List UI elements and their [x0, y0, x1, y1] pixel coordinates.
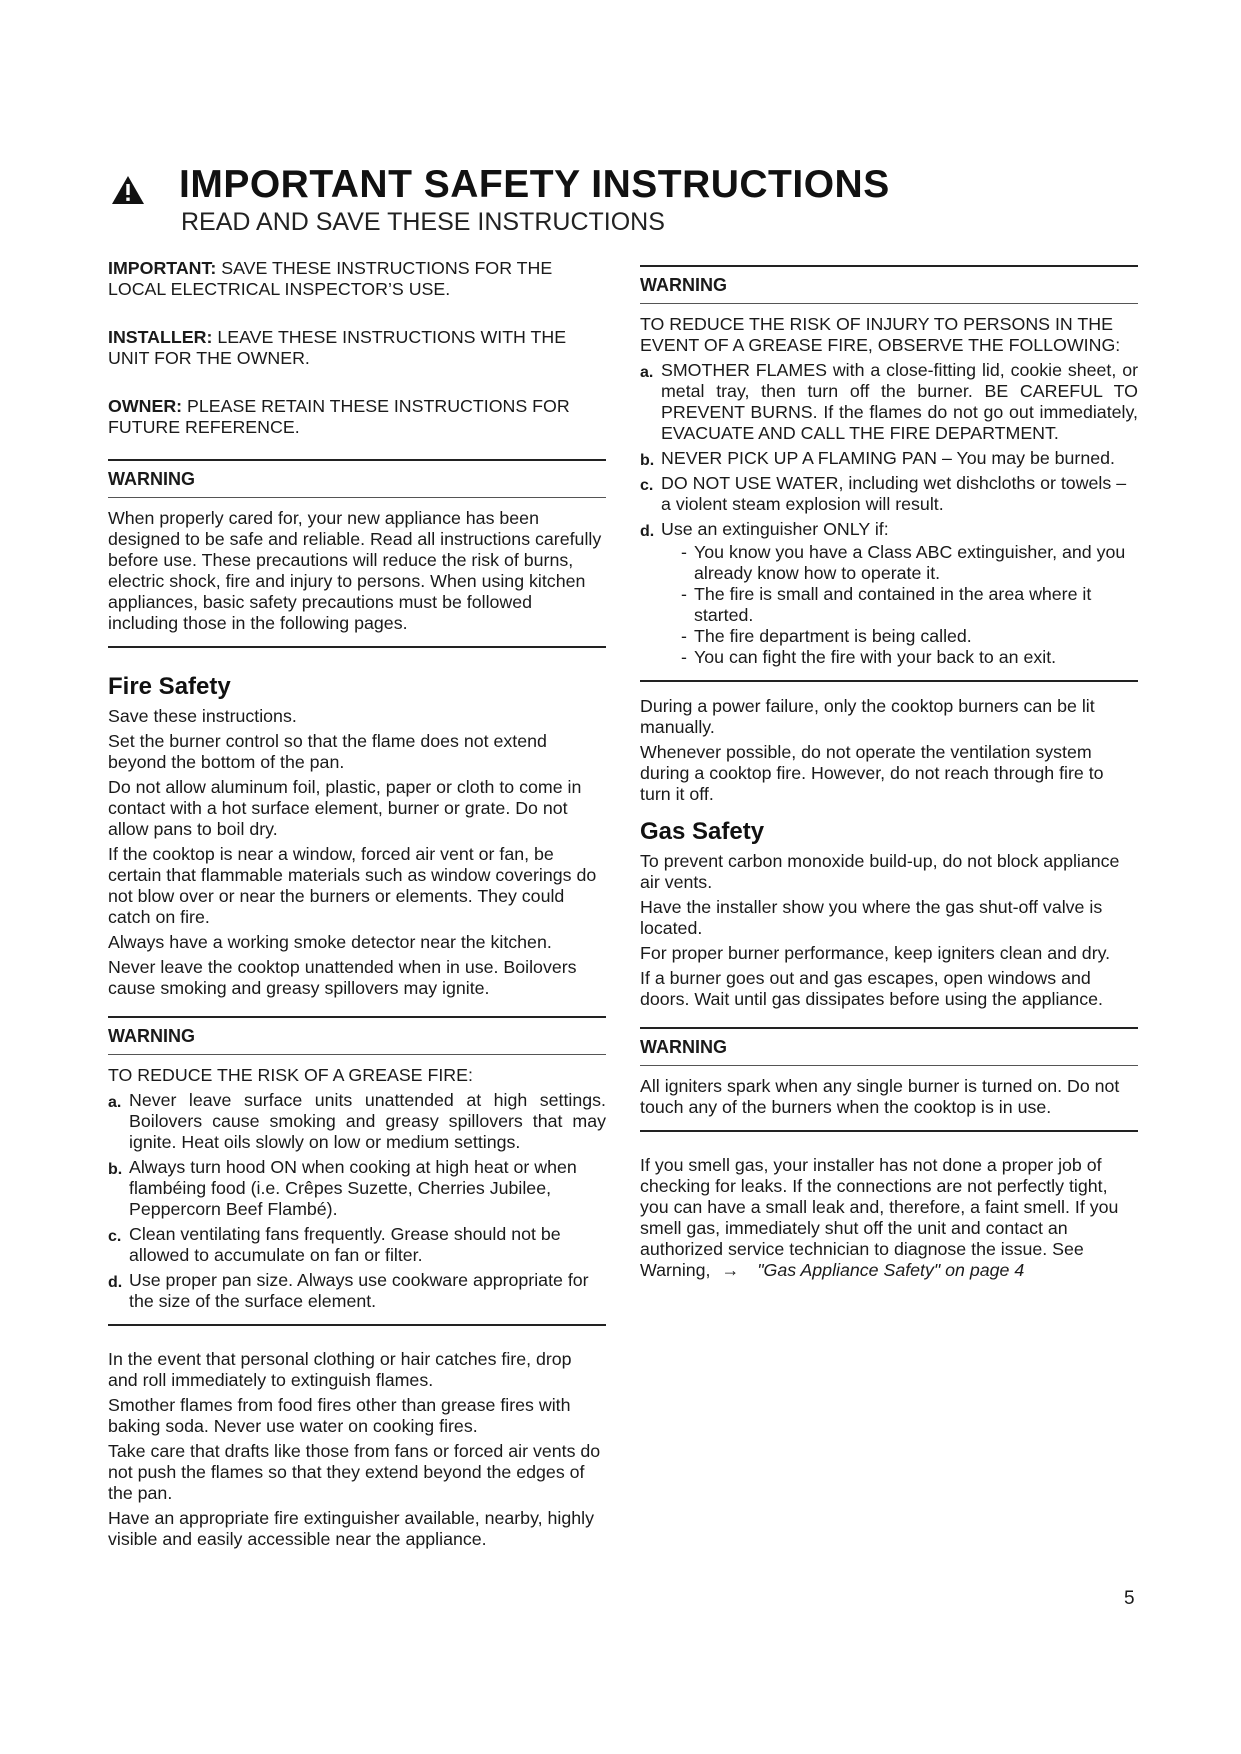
- owner-notice: [108, 396, 606, 438]
- installer-text: LEAVE THESE INSTRUCTIONS WITH THE UNIT FOR THE OWNER.: [108, 327, 567, 368]
- warning-triangle-icon: [111, 175, 145, 205]
- fire-safety-para: If the cooktop is near a window, forced air vent or fan, be certain that flammable materials such as window coverings do not blow over or near the burners or elements. They could catch on fire.: [108, 844, 597, 927]
- warning-intro: TO REDUCE THE RISK OF INJURY TO PERSONS IN THE EVENT OF A GREASE FIRE, OBSERVE THE FOLLOWING:: [640, 314, 1121, 355]
- sub-list-item: - The fire department is being called.: [681, 626, 972, 646]
- list-item: b. Always turn hood ON when cooking at high heat or when flambéing food (i.e. Crêpes Suzette, Cherries Jubilee, Peppercorn Beef Flambé).: [108, 1157, 577, 1219]
- fire-safety-para: In the event that personal clothing or hair catches fire, drop and roll immediately to extinguish flames.: [108, 1349, 572, 1390]
- list-item: c. DO NOT USE WATER, including wet dishcloths or towels – a violent steam explosion will result.: [640, 473, 1127, 514]
- fire-safety-para: During a power failure, only the cooktop burners can be lit manually.: [640, 696, 1095, 737]
- gas-safety-title: Gas Safety: [640, 818, 765, 845]
- cross-reference-link[interactable]: "Gas Appliance Safety" on page 4: [757, 1260, 1025, 1280]
- warning-heading: WARNING: [108, 1018, 606, 1055]
- owner-text: PLEASE RETAIN THESE INSTRUCTIONS FOR FUTURE REFERENCE.: [108, 396, 570, 437]
- gas-safety-para: Have the installer show you where the gas shut-off valve is located.: [640, 897, 1103, 938]
- gas-safety-para: If a burner goes out and gas escapes, open windows and doors. Wait until gas dissipates before using the appliance.: [640, 968, 1103, 1009]
- important-lead: IMPORTANT:: [108, 258, 217, 278]
- warning-heading: WARNING: [640, 267, 1138, 304]
- list-item: a. SMOTHER FLAMES with a close-fitting lid, cookie sheet, or metal tray, then turn off the burner. BE CAREFUL TO PREVENT BURNS. If the flames do not go out immediately, EVACUATE AND CALL THE FIRE DEPARTMENT.: [640, 360, 1138, 443]
- sub-list: [661, 542, 1138, 668]
- list-item: d. Use proper pan size. Always use cookware appropriate for the size of the surface element.: [108, 1270, 589, 1311]
- owner-lead: OWNER:: [108, 396, 183, 416]
- warning-box-general: [108, 459, 606, 648]
- warning-list: [108, 1090, 606, 1312]
- fire-safety-para: Always have a working smoke detector near the kitchen.: [108, 932, 552, 952]
- list-item: c. Clean ventilating fans frequently. Grease should not be allowed to accumulate on fan or filter.: [108, 1224, 561, 1265]
- important-notice: [108, 258, 606, 300]
- right-column: [640, 265, 1138, 1285]
- list-item: b. NEVER PICK UP A FLAMING PAN – You may be burned.: [640, 448, 1115, 469]
- list-item: d. Use an extinguisher ONLY if: - You know you have a Class ABC extinguisher, and you already know how to operate it. - The fire is small and contained in the area where it started. - The fire department is being called. - You can fight the fire with your back to an exit.: [640, 519, 1138, 668]
- page-title: IMPORTANT SAFETY INSTRUCTIONS: [179, 163, 890, 206]
- fire-safety-para: Do not allow aluminum foil, plastic, paper or cloth to come in contact with a hot surface element, burner or grate. Do not allow pans to boil dry.: [108, 777, 582, 839]
- warning-heading: WARNING: [640, 1029, 1138, 1066]
- warning-intro: TO REDUCE THE RISK OF A GREASE FIRE:: [108, 1065, 473, 1085]
- fire-safety-title: Fire Safety: [108, 673, 231, 700]
- page-subtitle: READ AND SAVE THESE INSTRUCTIONS: [181, 208, 665, 236]
- sub-list-item: - You know you have a Class ABC extinguisher, and you already know how to operate it.: [681, 542, 1126, 583]
- fire-safety-para: Smother flames from food fires other than grease fires with baking soda. Never use water on cooking fires.: [108, 1395, 571, 1436]
- warning-box-grease-fire: [108, 1016, 606, 1326]
- warning-box-igniters: [640, 1027, 1138, 1132]
- sub-list-item: - The fire is small and contained in the area where it started.: [681, 584, 1092, 625]
- sub-list-item: - You can fight the fire with your back to an exit.: [681, 647, 1057, 667]
- arrow-right-icon: →: [721, 1260, 740, 1280]
- gas-smell-para: If you smell gas, your installer has not done a proper job of checking for leaks. If the connections are not perfectly tight, you can have a small leak and, therefore, a faint smell. If you smell gas, immediately shut off the unit and contact an authorized service technician to diagnose the issue. See Warning, → "Gas Appliance Safety" on page 4: [640, 1155, 1119, 1280]
- fire-safety-para: Take care that drafts like those from fans or forced air vents do not push the flames so that they extend beyond the edges of the pan.: [108, 1441, 601, 1503]
- fire-safety-para: Never leave the cooktop unattended when in use. Boilovers cause smoking and greasy spillovers may ignite.: [108, 957, 577, 998]
- installer-notice: [108, 327, 606, 369]
- important-text: SAVE THESE INSTRUCTIONS FOR THE LOCAL ELECTRICAL INSPECTOR’S USE.: [108, 258, 553, 299]
- fire-safety-para: Whenever possible, do not operate the ventilation system during a cooktop fire. However, do not reach through fire to turn it off.: [640, 742, 1104, 804]
- installer-lead: INSTALLER:: [108, 327, 213, 347]
- warning-text: All igniters spark when any single burner is turned on. Do not touch any of the burners when the cooktop is in use.: [640, 1076, 1120, 1117]
- warning-text: When properly cared for, your new appliance has been designed to be safe and reliable. Read all instructions carefully before use. These precautions will reduce the risk of burns, electric shock, fire and injury to persons. When using kitchen appliances, basic safety precautions must be followed including those in the following pages.: [108, 508, 602, 633]
- gas-safety-para: For proper burner performance, keep igniters clean and dry.: [640, 943, 1111, 963]
- warning-heading: WARNING: [108, 461, 606, 498]
- list-item: a. Never leave surface units unattended at high settings. Boilovers cause smoking and greasy spillovers that may ignite. Heat oils slowly on low or medium settings.: [108, 1090, 606, 1152]
- left-column: [108, 258, 606, 1554]
- warning-box-injury: [640, 265, 1138, 682]
- fire-safety-para: Save these instructions.: [108, 706, 297, 726]
- warning-list: [640, 360, 1138, 668]
- fire-safety-para: Have an appropriate fire extinguisher available, nearby, highly visible and easily accessible near the appliance.: [108, 1508, 594, 1549]
- page-number: 5: [1124, 1588, 1135, 1609]
- fire-safety-para: Set the burner control so that the flame does not extend beyond the bottom of the pan.: [108, 731, 547, 772]
- gas-safety-para: To prevent carbon monoxide build-up, do not block appliance air vents.: [640, 851, 1120, 892]
